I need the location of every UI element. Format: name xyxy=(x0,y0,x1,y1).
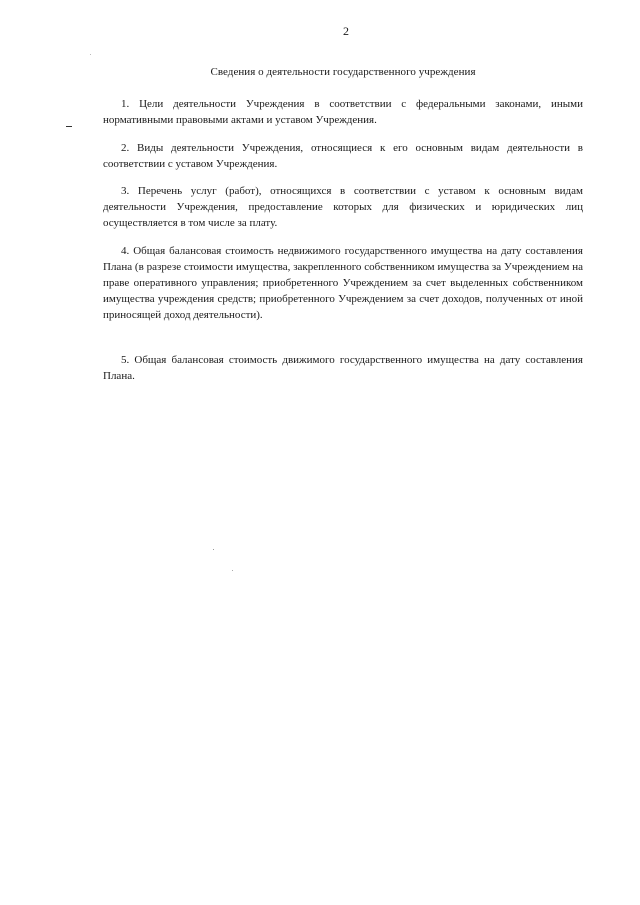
document-title: Сведения о деятельности государственного учреждения xyxy=(210,66,476,78)
section-4-real-estate-value: 4. Общая балансовая стоимость недвижимого государственного имущества на дату составления Плана (в разрезе стоимости имущества, закрепленного собственником имущества за Учреждением на праве оперативного управления; приобретенного Учреждением за счет выделенных собственником имущества учреждения средств; приобретенного Учреждением за счет доходов, полученных от иной приносящей доход деятельности). xyxy=(103,245,583,321)
scan-mark-dot xyxy=(232,570,233,571)
page-number: 2 xyxy=(343,24,349,38)
section-1-goals: 1. Цели деятельности Учреждения в соответствии с федеральными законами, иными нормативными правовыми актами и уставом Учреждения. xyxy=(103,98,583,126)
section-5-movable-property-value: 5. Общая балансовая стоимость движимого государственного имущества на дату составления Плана. xyxy=(103,354,583,382)
scan-mark-dash xyxy=(66,126,72,127)
section-3-services-list: 3. Перечень услуг (работ), относящихся в соответствии с уставом к основным видам деятельности Учреждения, предоставление которых для физических и юридических лиц осуществляется в том числе за плату. xyxy=(103,185,583,229)
scan-mark-dot xyxy=(90,54,91,55)
section-2-activity-types: 2. Виды деятельности Учреждения, относящиеся к его основным видам деятельности в соответствии с уставом Учреждения. xyxy=(103,142,583,170)
scan-mark-dot xyxy=(213,549,214,550)
